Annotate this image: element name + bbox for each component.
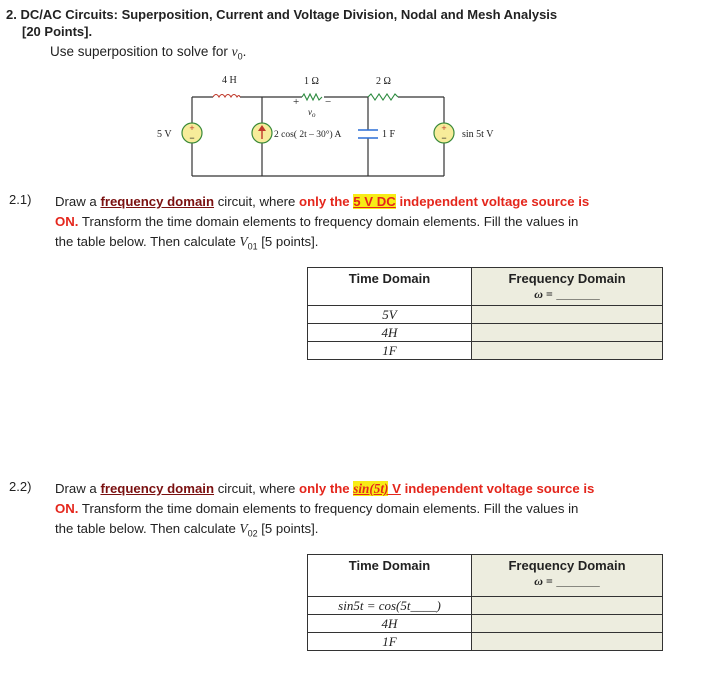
q2-text-mid: circuit, where	[214, 481, 300, 496]
q1-frequency-domain: frequency domain	[100, 194, 215, 209]
current-source-label: 2 cos( 2t – 30°) A	[274, 130, 342, 140]
q2-row-1f: 1F	[308, 633, 472, 651]
vo-label: $v_o$	[308, 107, 316, 119]
q2-answer-sin[interactable]	[472, 597, 663, 615]
q2-highlight: sin(5t)	[353, 481, 389, 496]
q2-source-text: independent voltage source is	[400, 481, 595, 496]
instruction-sub: 0	[237, 51, 243, 62]
q2-var: V	[239, 521, 248, 536]
inductor-label: 4 H	[222, 75, 237, 86]
title-line-1: 2. DC/AC Circuits: Superposition, Current and Voltage Division, Nodal and Mesh Analysis	[6, 7, 558, 22]
q2-text-pre: Draw a	[55, 481, 101, 496]
q1-source-text: independent voltage source is	[395, 194, 590, 209]
q1-answer-1f[interactable]	[472, 342, 663, 360]
q1-sub: 01	[247, 241, 258, 252]
q1-row-5v: 5V	[308, 306, 472, 324]
q1-number: 2.1)	[9, 192, 32, 207]
sin-source-label: sin 5t V	[462, 129, 494, 140]
sin-source-minus: −	[441, 133, 447, 143]
q2-col-frequency: Frequency Domain ω = ______	[472, 555, 663, 597]
vo-minus: −	[325, 96, 332, 108]
q1-row-4h: 4H	[308, 324, 472, 342]
q1-table	[307, 267, 663, 360]
resistor1-symbol	[302, 94, 322, 100]
q2-answer-1f[interactable]	[472, 633, 663, 651]
vo-plus: +	[293, 96, 300, 108]
sin-source-plus: +	[441, 123, 447, 133]
q2-points: [5 points].	[257, 521, 319, 536]
q2-number: 2.2)	[9, 479, 32, 494]
q2-answer-4h[interactable]	[472, 615, 663, 633]
q1-only-the: only the	[299, 194, 354, 209]
instruction-var: v	[231, 44, 238, 59]
q1-on: ON.	[55, 214, 79, 229]
dc-source-plus: +	[189, 123, 195, 133]
resistor2-symbol	[368, 94, 398, 100]
q2-frequency-domain: frequency domain	[100, 481, 215, 496]
instruction-text: Use superposition to solve for	[50, 44, 232, 59]
q2-row-sin: sin5t = cos(5t____)	[308, 597, 472, 615]
q2-row-4h: 4H	[308, 615, 472, 633]
dc-source-minus: −	[189, 133, 195, 143]
q1-text	[55, 192, 655, 257]
q1-points: [5 points].	[257, 234, 319, 249]
circuit-diagram	[0, 0, 702, 200]
title-line-2: [20 Points].	[22, 24, 93, 39]
q2-text	[55, 479, 655, 544]
q1-transform-text: Transform the time domain elements to frequency domain elements. Fill the values in	[78, 214, 579, 229]
q2-calc-text: the table below. Then calculate	[55, 521, 240, 536]
capacitor-label: 1 F	[382, 129, 396, 140]
q1-highlight: 5 V DC	[353, 194, 396, 209]
q2-sub: 02	[247, 528, 258, 539]
q2-highlight-v: V	[388, 481, 401, 496]
q1-answer-5v[interactable]	[472, 306, 663, 324]
q1-var: V	[239, 234, 248, 249]
q1-col-frequency: Frequency Domain ω = ______	[472, 268, 663, 306]
q2-table	[307, 554, 663, 651]
q2-transform-text: Transform the time domain elements to frequency domain elements. Fill the values in	[78, 501, 579, 516]
q2-col-time: Time Domain	[308, 555, 472, 597]
q1-row-1f: 1F	[308, 342, 472, 360]
q1-calc-text: the table below. Then calculate	[55, 234, 240, 249]
dc-source-label: 5 V	[157, 129, 172, 140]
resistor1-label: 1 Ω	[304, 76, 319, 87]
q1-text-pre: Draw a	[55, 194, 101, 209]
q1-text-mid: circuit, where	[214, 194, 300, 209]
q2-on: ON.	[55, 501, 79, 516]
resistor2-label: 2 Ω	[376, 76, 391, 87]
inductor-symbol	[213, 95, 240, 98]
q1-col-time: Time Domain	[308, 268, 472, 306]
q1-answer-4h[interactable]	[472, 324, 663, 342]
instruction-suffix: .	[242, 44, 247, 59]
q2-only-the: only the	[299, 481, 354, 496]
